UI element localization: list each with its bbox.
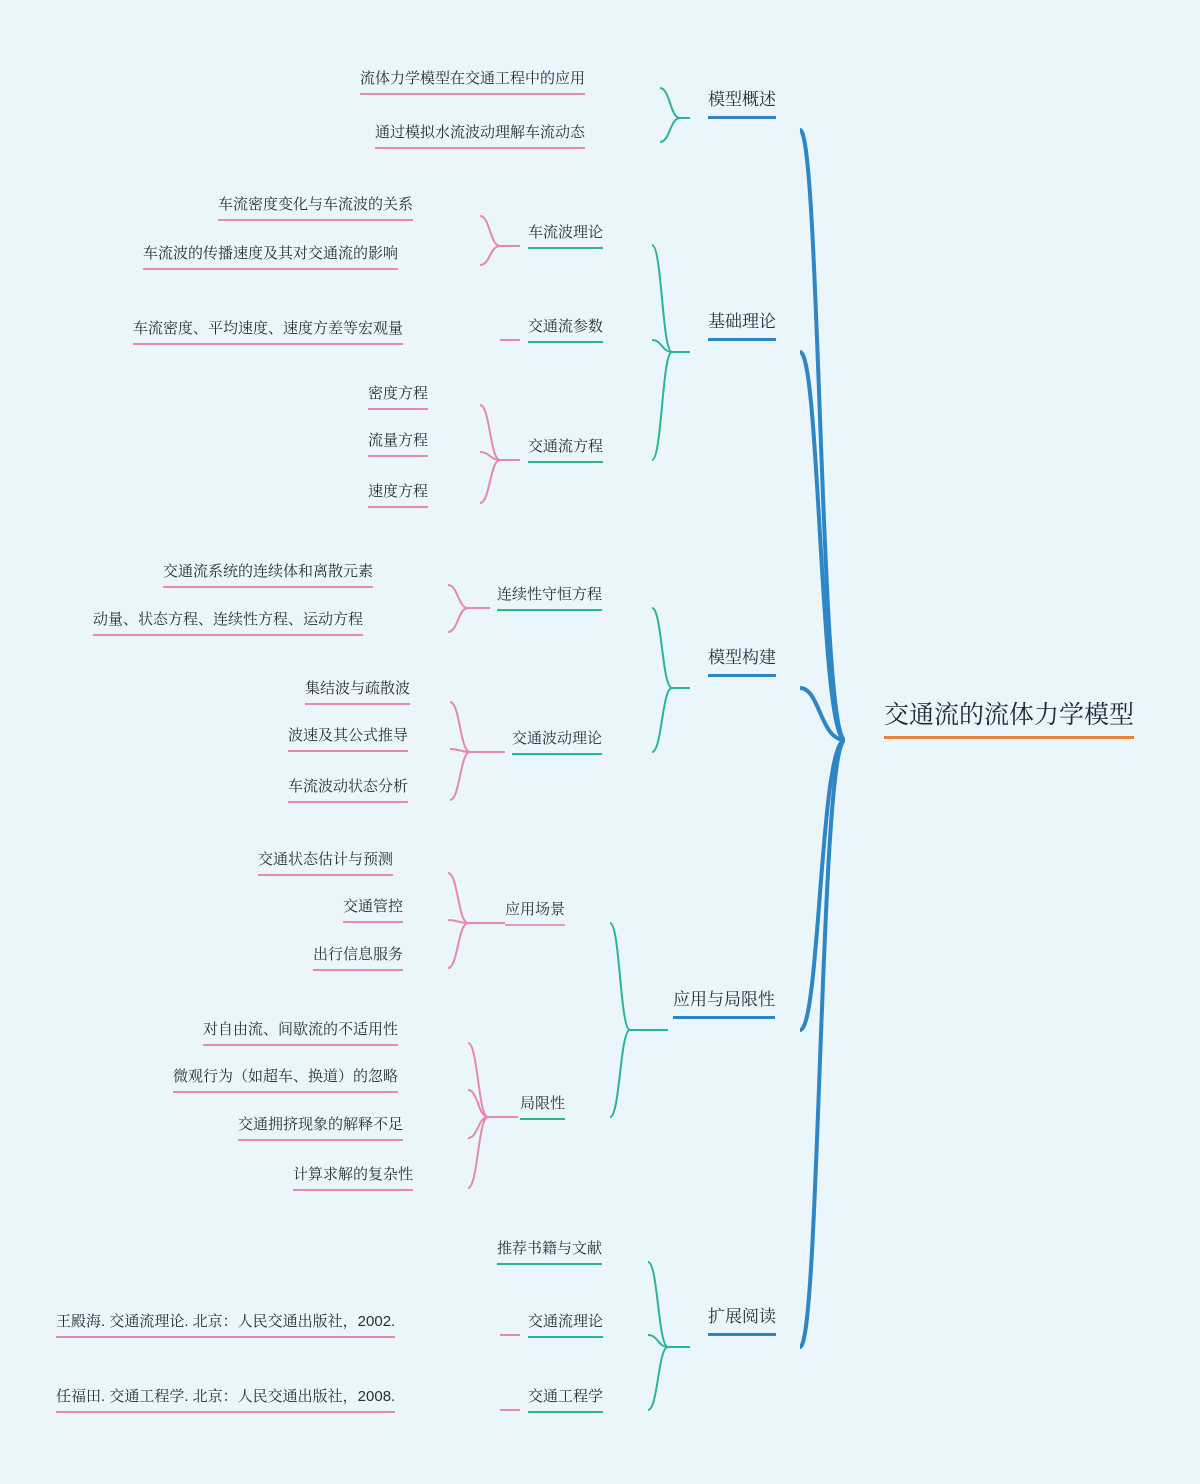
subnode-label: 交通流参数 [528, 318, 604, 335]
leaf-node-wave-speed-formula[interactable] [288, 727, 408, 752]
leaf-node-flow-equation[interactable] [368, 432, 428, 457]
leaf-label: 流体力学模型在交通工程中的应用 [360, 70, 586, 87]
leaf-node-speed-equation[interactable] [368, 483, 428, 508]
leaf-label: 速度方程 [368, 483, 429, 500]
branch-node-model-overview[interactable] [708, 90, 776, 119]
subnode-label: 推荐书籍与文献 [497, 1240, 603, 1257]
leaf-node-momentum-state-equations[interactable] [93, 611, 363, 636]
branch-label: 模型概述 [708, 90, 776, 109]
leaf-label: 车流密度、平均速度、速度方差等宏观量 [133, 320, 404, 337]
subnode-traffic-engineering-book[interactable] [528, 1388, 603, 1413]
branch-label: 扩展阅读 [708, 1307, 776, 1326]
leaf-label: 动量、状态方程、连续性方程、运动方程 [93, 611, 364, 628]
subnode-application-scenarios[interactable] [505, 901, 565, 926]
subnode-label: 车流波理论 [528, 224, 604, 241]
subnode-traffic-flow-theory-book[interactable] [528, 1313, 603, 1338]
leaf-label: 波速及其公式推导 [288, 727, 409, 744]
leaf-node-travel-information-service[interactable] [313, 946, 403, 971]
leaf-node-microscopic-behavior-ignored[interactable] [173, 1068, 398, 1093]
subnode-traffic-wave-dynamics[interactable] [512, 730, 602, 755]
leaf-node-state-estimation-prediction[interactable] [258, 851, 393, 876]
subnode-label: 交通工程学 [528, 1388, 604, 1405]
subnode-recommended-readings[interactable] [497, 1240, 602, 1265]
leaf-node-reference-wang-dianhai[interactable] [56, 1313, 395, 1338]
leaf-label: 流量方程 [368, 432, 429, 449]
leaf-label: 交通拥挤现象的解释不足 [238, 1116, 404, 1133]
leaf-node-water-wave-analogy[interactable] [375, 124, 585, 149]
leaf-node-computational-complexity[interactable] [293, 1166, 413, 1191]
subnode-label: 交通流理论 [528, 1313, 604, 1330]
leaf-label: 王殿海. 交通流理论. 北京：人民交通出版社，2002. [56, 1313, 396, 1330]
leaf-label: 密度方程 [368, 385, 429, 402]
branch-label: 模型构建 [708, 648, 776, 667]
leaf-label: 计算求解的复杂性 [293, 1166, 414, 1183]
subnode-limitations[interactable] [520, 1095, 565, 1120]
subnode-traffic-flow-parameters[interactable] [528, 318, 603, 343]
leaf-label: 集结波与疏散波 [305, 680, 411, 697]
leaf-node-fluid-model-application[interactable] [360, 70, 585, 95]
subnode-label: 交通波动理论 [512, 730, 603, 747]
leaf-label: 通过模拟水流波动理解车流动态 [375, 124, 586, 141]
branch-label: 基础理论 [708, 312, 776, 331]
branch-node-application-limits[interactable] [673, 990, 775, 1019]
subnode-label: 连续性守恒方程 [497, 586, 603, 603]
leaf-node-reference-ren-futian[interactable] [56, 1388, 395, 1413]
subnode-traffic-flow-equations[interactable] [528, 438, 603, 463]
subnode-label: 应用场景 [505, 901, 566, 918]
leaf-node-traffic-control[interactable] [343, 898, 403, 923]
branch-node-further-reading[interactable] [708, 1307, 776, 1336]
leaf-node-density-equation[interactable] [368, 385, 428, 410]
branch-node-model-building[interactable] [708, 648, 776, 677]
leaf-label: 任福田. 交通工程学. 北京：人民交通出版社，2008. [56, 1388, 396, 1405]
leaf-label: 交通流系统的连续体和离散元素 [163, 563, 374, 580]
subnode-continuity-conservation[interactable] [497, 586, 602, 611]
leaf-node-density-wave-relation[interactable] [218, 196, 413, 221]
branch-node-basic-theory[interactable] [708, 312, 776, 341]
leaf-label: 车流波动状态分析 [288, 778, 409, 795]
leaf-node-wave-state-analysis[interactable] [288, 778, 408, 803]
branch-label: 应用与局限性 [673, 990, 775, 1009]
leaf-label: 交通管控 [343, 898, 404, 915]
leaf-node-wave-speed-effect[interactable] [143, 245, 398, 270]
leaf-label: 车流波的传播速度及其对交通流的影响 [143, 245, 399, 262]
leaf-label: 交通状态估计与预测 [258, 851, 394, 868]
root-label: 交通流的流体力学模型 [884, 701, 1135, 729]
subnode-label: 局限性 [520, 1095, 566, 1112]
subnode-traffic-wave-theory[interactable] [528, 224, 603, 249]
leaf-label: 车流密度变化与车流波的关系 [218, 196, 414, 213]
leaf-node-gathering-dispersing-waves[interactable] [305, 680, 410, 705]
subnode-label: 交通流方程 [528, 438, 604, 455]
mindmap-root-node[interactable] [884, 700, 1134, 739]
leaf-label: 对自由流、间歇流的不适用性 [203, 1021, 399, 1038]
leaf-node-continuum-discrete-elements[interactable] [163, 563, 373, 588]
leaf-node-congestion-explanation-insufficient[interactable] [238, 1116, 403, 1141]
leaf-label: 微观行为（如超车、换道）的忽略 [173, 1068, 399, 1085]
leaf-node-macroscopic-quantities[interactable] [133, 320, 403, 345]
leaf-node-free-intermittent-flow-unsuitability[interactable] [203, 1021, 398, 1046]
leaf-label: 出行信息服务 [313, 946, 404, 963]
